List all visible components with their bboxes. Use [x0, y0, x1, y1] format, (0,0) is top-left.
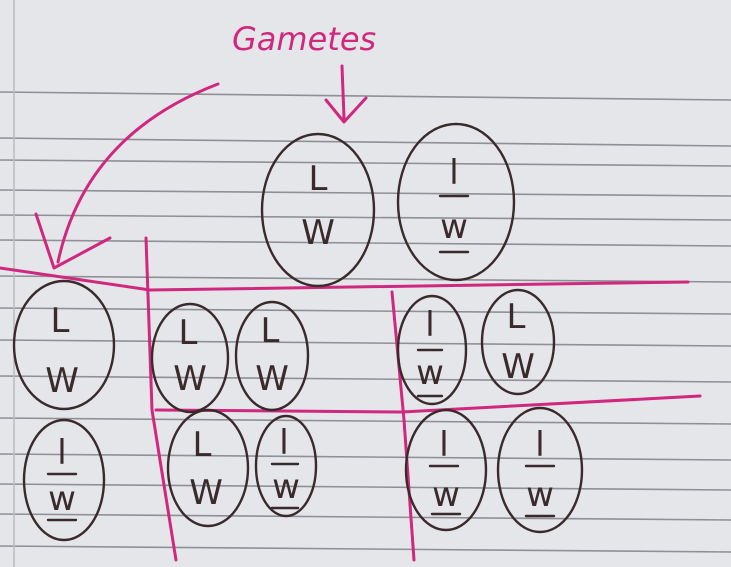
svg-text:L: L	[192, 425, 212, 465]
svg-text:W: W	[189, 473, 223, 513]
svg-text:l: l	[279, 423, 289, 463]
rule-line	[0, 276, 731, 282]
offspring-cell	[406, 408, 582, 532]
offspring-cell	[168, 410, 316, 526]
allele-top: l	[57, 433, 67, 473]
rule-line	[0, 215, 731, 220]
svg-text:w: w	[416, 353, 444, 393]
allele-bottom: w	[48, 479, 76, 519]
svg-text:l: l	[439, 425, 449, 465]
svg-text:W: W	[501, 347, 535, 387]
gametes-title: Gametes	[232, 20, 377, 58]
rule-line	[0, 514, 731, 520]
svg-text:w: w	[432, 475, 460, 515]
svg-text:l: l	[425, 305, 435, 345]
down-arrow-icon	[326, 66, 366, 122]
parent-gamete-2	[398, 124, 514, 280]
allele-top: L	[308, 159, 328, 199]
allele-bottom: w	[440, 207, 468, 247]
grid-left-line	[146, 238, 176, 560]
svg-text:L: L	[260, 311, 280, 351]
svg-text:l: l	[535, 425, 545, 465]
svg-text:W: W	[173, 359, 207, 399]
svg-text:w: w	[272, 467, 300, 507]
offspring-cell	[152, 302, 308, 412]
rule-line	[0, 160, 731, 166]
svg-text:w: w	[526, 475, 554, 515]
svg-text:L: L	[178, 313, 198, 353]
rule-line	[0, 138, 731, 146]
rule-line	[0, 240, 731, 246]
side-gamete-2	[24, 420, 104, 540]
side-gamete-1	[14, 281, 114, 409]
offspring-cell	[398, 290, 554, 404]
rule-line	[0, 546, 731, 552]
allele-top: L	[50, 301, 70, 341]
allele-bottom: W	[301, 213, 335, 253]
rule-line	[0, 418, 731, 424]
svg-text:L: L	[506, 297, 526, 337]
rule-line	[0, 340, 731, 346]
allele-bottom: W	[45, 361, 79, 401]
rule-line	[0, 308, 731, 314]
parent-gamete-1	[262, 134, 374, 286]
allele-top: l	[449, 153, 459, 193]
grid-middle-line	[392, 292, 414, 560]
rule-line	[0, 484, 731, 490]
rule-line	[0, 454, 731, 460]
svg-text:W: W	[255, 359, 289, 399]
punnett-grid	[0, 238, 700, 560]
rule-line	[0, 190, 731, 196]
rule-line	[0, 376, 731, 382]
